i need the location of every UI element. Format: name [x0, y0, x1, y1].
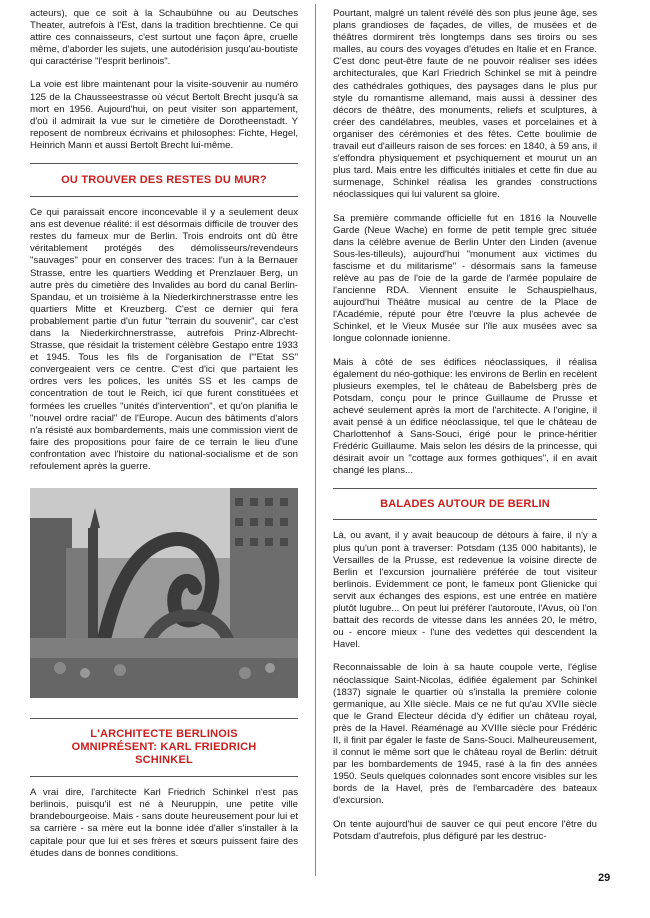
heading-line: L'ARCHITECTE BERLINOIS [90, 728, 238, 741]
paragraph: Reconnaissable de loin à sa haute coupole verte, l'église néoclassique Saint-Nicolas, édifiée également par Schinkel (1837) signale le quartier où s'installa la première colonie germanique, au XIIe siècle. Mais ce ne fut qu'au XVIIe siècle que le Grand Electeur décida d'y édifier un château royal, près de la Havel. Réaménagé au XVIIIe siècle pour Frédéric II, il finit par égaler le faste de Sans-Souci. Malheureusement, il connut le même sort que le château royal de Berlin: détruit par les bombardements de 1945, rasé à la fin des années 1950. Seuls quelques colonnades sont encore visibles sur les bords de la Havel, près de l'embarcadère des bateaux d'excursion. [333, 662, 597, 807]
right-column [333, 8, 597, 854]
heading-line: OMNIPRÉSENT: KARL FRIEDRICH [71, 741, 257, 754]
heading-line: SCHINKEL [135, 754, 193, 767]
paragraph: acteurs), que ce soit à la Schaubühne ou au Deutsches Theater, autrefois à l'Est, dans la tradition brechtienne. Ce qui attire ces connaisseurs, c'est surtout une façon âpre, cruelle même, d'aborder les sujets, une autodérision jusqu'au-boutiste qui caractérise "l'esprit berlinois". [30, 8, 298, 68]
column-divider [315, 4, 316, 876]
rule [333, 519, 597, 520]
berlin-sculpture-photo [30, 488, 298, 698]
paragraph: A vrai dire, l'architecte Karl Friedrich Schinkel n'est pas berlinois, puisqu'il est né à Neuruppin, une petite ville brandebourgeoise. Mais - sans doute heureusement pour lui et sa carrière - sa mère eut la bonne idée d'aller s'installer à la capitale pour que lui et ses frères et sœurs puissent faire des études dans de bonnes conditions. [30, 787, 298, 859]
paragraph: Mais à côté de ses édifices néoclassiques, il réalisa également du néo-gothique: les environs de Berlin en recèlent plusieurs exemples, tel le château de Babelsberg près de Potsdam, conçu pour le prince Guillaume de Prusse et achevé seulement après la mort de l'architecte. A l'origine, il avait pensé à un édifice néoclassique, tel que le château de Charlottenhof à Sans-Souci, érigé pour le prince-héritier Frédéric Guillaume. Mais selon les désirs de la princesse, qui désirait avoir un "cottage aux formes gothiques", il en avait changé les plans... [333, 356, 598, 477]
section-heading-mur: OU TROUVER DES RESTES DU MUR? [61, 174, 267, 187]
paragraph: La voie est libre maintenant pour la visite-souvenir au numéro 125 de la Chausseestrasse où vécut Bertolt Brecht jusqu'à sa mort en 1956. Aujourd'hui, on peut visiter son appartement, d'où il admirait la vue sur le cimetière de Dorotheenstadt. Y reposent de nombreux écrivains et philosophes: Fichte, Hegel, Heinrich Mann et aussi Bertolt Brecht lui-même. [30, 79, 298, 151]
paragraph: Sa première commande officielle fut en 1816 la Nouvelle Garde (Neue Wache) en forme de petit temple grec située dans la célèbre avenue de Berlin Unter den Linden (avenue Sous-les-tilleuls), aujourd'hui "monument aux victimes du fascisme et du militarisme" - désormais sans la fameuse relève au pas de l'oie de la garde de l'armée populaire de l'ancienne RDA. Viennent ensuite le Schauspielhaus, aujourd'hui Théâtre musical au centre de la Place de l'Académie, réputé pour être l'œuvre la plus achevée de Schinkel, et le Vieux Musée sur l'île aux musées avec sa longue colonnade ionienne. [333, 212, 597, 345]
section-heading-schinkel [30, 719, 298, 776]
paragraph: Là, ou avant, il y avait beaucoup de détours à faire, il n'y a plus qu'un pont à traverser: Potsdam (135 000 habitants), le Versailles de la Prusse, est redevenue la voisine directe de Berlin et l'excursion journalière préférée de tout visiteur berlinois. Evidemment ce pont, le fameux pont Glienicke qui servit aux échanges des espions, est une entrée en matière plutôt lugubre... On peut lui préférer l'autoroute, l'Avus, où l'on battait des records de vitesse dans les années 20, le métro, ou - encore mieux - l'une des vedettes qui descendent la Havel. [333, 530, 597, 651]
left-column [30, 8, 298, 871]
page-number: 29 [598, 872, 611, 884]
paragraph: Ce qui paraissait encore inconcevable il y a seulement deux ans est devenue réalité: il est désormais difficile de trouver des restes du fameux mur de Berlin. Trois endroits ont dû être véritablement protégés des démolisseurs/revendeurs "sauvages" pour en conserver des traces: l'un à la Bernauer Strasse, entre les quartiers Wedding et Prenzlauer Berg, un autre près du cimetière des Invalides au bord du canal Berlin-Spandau, et un troisième à la Niederkirchnerstrasse entre les quartiers Mitte et Kreuzberg. C'est ce dernier qui fera probablement partie d'un futur "terrain du souvenir", car c'est dans la Niederkirchnerstrasse, autrefois Prinz-Albrecht-Strasse, que résidait la tristement célèbre Gestapo entre 1933 et 1945. Tous les fils de l'organisation de l'"Etat SS" convergeaient vers ce centre. C'est d'ici que partaient les ordres vers les polices, les unités SS et les camps de concentration de tout le Reich, ici que furent constituées et formées les cruelles "unités d'intervention", et qu'on planifia le "nouvel ordre racial" de l'Europe. Aucun des bâtiments d'alors n'a résisté aux bombardements, mais une commission vient de faire des propositions pour faire de ce terrain le lieu d'une confrontation avec l'histoire du national-socialisme et de son refoulement après la guerre. [30, 207, 298, 472]
rule [30, 776, 298, 777]
paragraph: Pourtant, malgré un talent révélé dès son plus jeune âge, ses plans grandioses de façades, de villes, de musées et de théâtres dormirent très longtemps dans ses tiroirs ou ses malles, au cours des voyages d'études en Italie et en France. C'est donc peut-être faute de ne pouvoir réaliser ses idées architecturales, que Karl Friedrich Schinkel se mit à peindre des cathédrales gothiques, des paysages dans le plus pur style du romantisme allemand, mais aussi à dessiner des décors de théâtre, des monuments, reliefs et sculptures, à créer des candélabres, meubles, vases et porcelaines et à organiser des cérémonies et des fêtes. Cette boulimie de travail eut d'ailleurs raison de ses forces: en 1840, à 59 ans, il s'effondra physiquement et psychiquement et mourut un an plus tard. Mais entre les difficultés initiales et cette fin due au surmenage, Schinkel réalisa les grandes constructions néoclassiques qui lui valurent sa gloire. [333, 8, 597, 201]
rule [30, 196, 298, 197]
paragraph: On tente aujourd'hui de sauver ce qui peut encore l'être du Potsdam d'autrefois, plus défiguré par les destruc- [333, 818, 597, 842]
section-heading-balades: BALADES AUTOUR DE BERLIN [380, 498, 550, 511]
